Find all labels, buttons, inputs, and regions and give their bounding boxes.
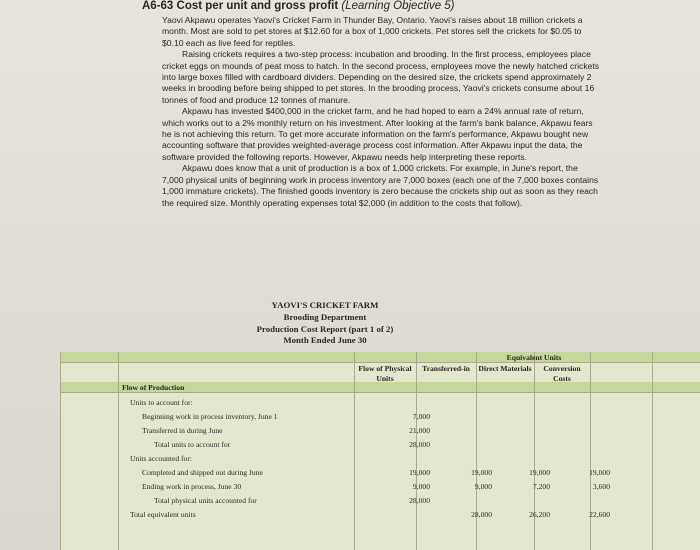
row-label: Transferred in during June [142, 426, 223, 435]
row-label: Total physical units accounted for [154, 496, 257, 505]
column-divider [60, 352, 61, 550]
cell-physical: 9,000 [412, 482, 430, 491]
cell-physical: 19,000 [409, 468, 430, 477]
report-period: Month Ended June 30 [283, 335, 367, 346]
cell-physical: 28,000 [409, 440, 430, 449]
report-name: Production Cost Report (part 1 of 2) [256, 323, 394, 334]
col-direct-materials: Direct Materials [478, 364, 532, 373]
report-heading [240, 300, 410, 347]
row-label: Completed and shipped out during June [142, 468, 263, 477]
cell-physical: 7,000 [412, 412, 430, 421]
problem-text [142, 0, 600, 209]
row-label: Units accounted for: [130, 454, 192, 463]
col-physical-units: Flow of Physical Units [358, 364, 412, 383]
row-label: Beginning work in process inventory, June 1 [142, 412, 278, 421]
cell-transferred: 9,000 [474, 482, 492, 491]
col-conversion-costs: Conversion Costs [543, 364, 581, 383]
cell-materials: 26,200 [529, 510, 550, 519]
column-divider [476, 352, 477, 550]
cell-materials: 7,200 [532, 482, 550, 491]
cell-conversion: 3,600 [592, 482, 610, 491]
cell-physical: 21,000 [409, 426, 430, 435]
cell-conversion: 19,000 [589, 468, 610, 477]
equivalent-units-header: Equivalent Units [506, 353, 562, 362]
row-label: Ending work in process, June 30 [142, 482, 242, 491]
row-label: Units to account for: [130, 398, 193, 407]
cell-materials: 19,000 [529, 468, 550, 477]
report-department: Brooding Department [283, 311, 367, 322]
paragraph-4: Akpawu does know that a unit of production is a box of 1,000 crickets. For example, in June's report, the 7,000 physical units of beginning work in process inventory are 7,000 boxes (each one of the 7,000 boxes contains 1,000 immature crickets). The finished goods inventory is zero because the crickets ship out as soon as they reach the required size. Monthly operating expenses total $2,000 (in addition to the costs that follow). [162, 163, 599, 208]
cell-physical: 28,000 [409, 496, 430, 505]
cell-transferred: 28,000 [471, 510, 492, 519]
cell-transferred: 19,000 [471, 468, 492, 477]
row-label: Total units to account for [154, 440, 231, 449]
col-transferred-in: Transferred-in [422, 364, 470, 373]
column-divider [416, 352, 417, 550]
learning-objective: (Learning Objective 5) [341, 0, 455, 12]
paragraph-2: Raising crickets requires a two-step process: incubation and brooding. In the first process, employees place cricket eggs on mounds of peat moss to hatch. In the second process, employees move the newly hatched crickets into large boxes filled with cardboard dividers. Depending on the desired size, the crickets spend approximately 2 weeks in brooding before being shipped to pet stores. In the brooding process, Yaovi's crickets consume about 16 tonnes of food and produce 12 tonnes of manure. [162, 49, 600, 105]
production-cost-table [60, 352, 700, 550]
problem-number: A6-63 [142, 0, 174, 12]
column-divider [652, 352, 653, 550]
cell-conversion: 22,600 [589, 510, 610, 519]
problem-title: Cost per unit and gross profit [176, 0, 339, 12]
report-company: YAOVI'S CRICKET FARM [271, 300, 379, 310]
problem-heading [142, 0, 600, 13]
paragraph-3: Akpawu has invested $400,000 in the cricket farm, and he had hoped to earn a 24% annual rate of return, which works out to a 2% monthly return on his investment. After looking at the farm's bank balance, Akpawu fears he is not achieving this return. To get more accurate information on the farm's performance, Akpawu bought new accounting software that provides weighted-average process cost information. After Akpawu input the data, the software provided the following reports. However, Akpawu needs help interpreting these reports. [162, 106, 593, 162]
col-flow-of-production: Flow of Production [122, 383, 185, 392]
paragraph-1: Yaovi Akpawu operates Yaovi's Cricket Farm in Thunder Bay, Ontario. Yaovi's raises about 18 million crickets a month. Most are sold to pet stores at $12.60 for a box of 1,000 crickets. Pet stores sell the crickets for $0.05 to $0.10 each as live feed for reptiles. [162, 15, 583, 48]
row-label: Total equivalent units [130, 510, 196, 519]
column-divider [590, 352, 591, 550]
column-divider [118, 352, 119, 550]
